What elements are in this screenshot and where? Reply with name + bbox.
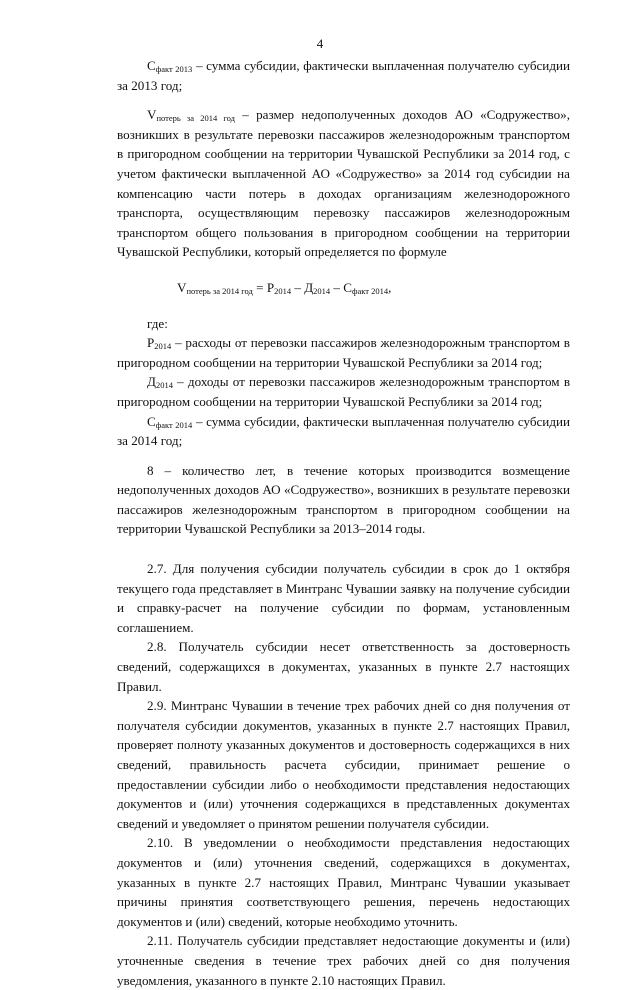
- formula-part: ,: [388, 279, 392, 295]
- definition-text: – доходы от перевозки пассажиров железнодорожным транспортом в пригородном сообщении на территории Чувашской Республики за 2014 год;: [117, 374, 570, 409]
- definition-text: – расходы от перевозки пассажиров железнодорожным транспортом в пригородном сообщении на территории Чувашской Республики за 2014 год;: [117, 335, 570, 370]
- symbol: V: [147, 107, 157, 123]
- formula: [117, 278, 570, 298]
- clause-2-9: 2.9. Минтранс Чувашии в течение трех рабочих дней со дня получения от получателя субсидии документов, указанных в пункте 2.7 настоящих Правил, проверяет полноту указанных документов и достоверность содержащихся в них сведений, правильность расчета субсидии, принимает решение о предоставлении субсидии либо о необходимости представления недостающих документов и (или) уточнения содержащихся в представленных документах сведений и уведомляет о принятом решении получателя субсидии.: [117, 698, 570, 831]
- symbol: Р: [147, 335, 155, 351]
- subscript: потерь за 2014 год: [156, 113, 235, 124]
- formula-subscript: факт 2014: [351, 285, 389, 296]
- document-body: [117, 56, 570, 990]
- subscript: факт 2013: [155, 64, 193, 74]
- subscript: 2014: [154, 341, 172, 352]
- symbol: Д: [147, 374, 156, 390]
- paragraph-r-2014: [117, 333, 570, 372]
- formula-part: = Р: [252, 279, 275, 295]
- clause-2-11: 2.11. Получатель субсидии представляет недостающие документы и (или) уточненные сведения в течение трех рабочих дней со дня получения уведомления, указанного в пункте 2.10 настоящих Правил.: [117, 933, 570, 988]
- formula-part: – Д: [291, 279, 314, 295]
- clause-2-7: 2.7. Для получения субсидии получатель субсидии в срок до 1 октября текущего года представляет в Минтранс Чувашии заявку на получение субсидии и справку-расчет на получение субсидии по формам, установленным соглашением.: [117, 561, 570, 635]
- definition-text: – размер недополученных доходов АО «Содружество», возникших в результате перевозки пассажиров железнодорожным транспортом в пригородном сообщении на территории Чувашской Республики за 2014 год, с учетом фактически выплаченной АО «Содружество» за 2014 год субсидии на компенсацию части потерь в доходах организациям железнодорожного транспорта, осуществляющим перевозку пассажиров железнодорожным транспортом общего пользования в пригородном сообщении на территории Чувашской Республики, который определяется по формуле: [117, 107, 570, 260]
- formula-subscript: 2014: [313, 285, 331, 296]
- paragraph-v-losses-2014: [117, 105, 570, 262]
- paragraph-c-fact-2014: [117, 412, 570, 451]
- paragraph-d-2014: [117, 372, 570, 411]
- symbol: С: [147, 413, 156, 429]
- where-label: где:: [147, 315, 168, 331]
- symbol: С: [147, 58, 156, 73]
- formula-symbol: V: [177, 279, 187, 295]
- formula-subscript: 2014: [274, 285, 292, 296]
- subscript: 2014: [155, 380, 173, 391]
- definition-text: – сумма субсидии, фактически выплаченная получателю субсидии за 2013 год;: [117, 58, 570, 93]
- definition-text: – сумма субсидии, фактически выплаченная получателю субсидии за 2014 год;: [117, 413, 570, 449]
- paragraph-eight-years: 8 – количество лет, в течение которых производится возмещение недополученных доходов АО «Содружество», возникших в результате перевозки пассажиров железнодорожным транспортом в пригородном сообщении на территории Чувашской Республики за 2013–2014 годы.: [117, 462, 570, 537]
- subscript: факт 2014: [155, 419, 193, 430]
- clause-2-8: 2.8. Получатель субсидии несет ответственность за достоверность сведений, содержащихся в документах, указанных в пункте 2.7 настоящих Правил.: [117, 639, 570, 694]
- paragraph-c-fact-2013: [117, 56, 570, 95]
- clause-2-10: 2.10. В уведомлении о необходимости представления недостающих документов и (или) уточнения сведений, содержащихся в документах, указанных в пункте 2.7 настоящих Правил, Минтранс Чувашии указывает причины принятия соответствующего решения, перечень недостающих документов и (или) сведений, которые необходимо уточнить.: [117, 835, 570, 929]
- page-number: 4: [316, 36, 324, 51]
- formula-subscript: потерь за 2014 год: [186, 285, 253, 296]
- formula-part: – С: [330, 279, 352, 295]
